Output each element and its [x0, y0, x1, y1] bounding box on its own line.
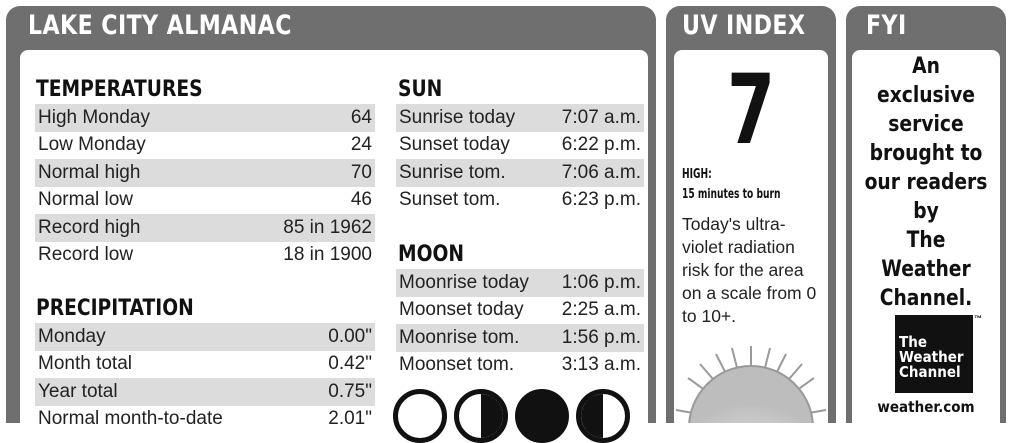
sun-table — [396, 104, 644, 214]
uv-index-panel — [666, 6, 836, 423]
fyi-body — [852, 50, 1000, 423]
almanac-panel — [6, 6, 656, 430]
table-row: Sunset today 6:22 p.m. — [399, 134, 641, 156]
table-row: Record low 18 in 1900 — [38, 244, 372, 266]
fyi-title: FYI — [866, 10, 907, 41]
table-row: Sunrise today 7:07 a.m. — [396, 104, 644, 132]
fyi-message: An exclusive service brought to our readers by The Weather Channel. — [864, 54, 988, 311]
trademark-symbol: ™ — [974, 314, 982, 323]
new-moon-icon — [393, 389, 447, 443]
moon-table — [396, 269, 644, 379]
almanac-title: LAKE CITY ALMANAC — [28, 10, 292, 41]
uv-high-label: HIGH: 15 minutes to burn — [682, 167, 781, 202]
table-row: Moonrise today 1:06 p.m. — [396, 269, 644, 297]
almanac-body — [20, 50, 648, 430]
table-row: Moonrise tom. 1:56 p.m. — [396, 324, 644, 352]
full-moon-icon — [515, 389, 569, 443]
moon-phases — [393, 389, 630, 443]
uv-title: UV INDEX — [682, 10, 806, 41]
last-quarter-icon — [576, 389, 630, 443]
table-row: High Monday 64 — [35, 104, 375, 132]
temperatures-heading: TEMPERATURES — [36, 77, 203, 102]
table-row: Normal low 46 — [38, 189, 372, 211]
table-row: Moonset tom. 3:13 a.m. — [399, 354, 641, 376]
first-quarter-icon — [454, 389, 508, 443]
uv-value: 7 — [726, 54, 776, 166]
table-row: Monday 0.00" — [35, 323, 375, 351]
weather-channel-logo: The Weather Channel — [895, 315, 973, 393]
table-row: Moonset today 2:25 a.m. — [399, 299, 641, 321]
table-row: Record high 85 in 1962 — [35, 214, 375, 242]
uv-body — [674, 50, 828, 423]
sun-heading: SUN — [398, 77, 443, 102]
temperatures-table — [35, 104, 375, 269]
uv-description: Today's ultra-violet radiation risk for the area on a scale from 0 to 10+. — [682, 214, 817, 326]
precipitation-table — [35, 323, 375, 433]
table-row: Normal month-to-date 2.01" — [38, 408, 372, 430]
table-row: Year total 0.75" — [35, 378, 375, 406]
table-row: Sunset tom. 6:23 p.m. — [399, 189, 641, 211]
weather-url: weather.com — [877, 398, 975, 416]
moon-heading: MOON — [398, 242, 465, 267]
fyi-panel — [846, 6, 1006, 423]
precipitation-heading: PRECIPITATION — [36, 296, 194, 321]
table-row: Sunrise tom. 7:06 a.m. — [396, 159, 644, 187]
table-row: Normal high 70 — [35, 159, 375, 187]
table-row: Low Monday 24 — [38, 134, 372, 156]
sun-icon — [674, 340, 828, 423]
table-row: Month total 0.42" — [38, 353, 372, 375]
